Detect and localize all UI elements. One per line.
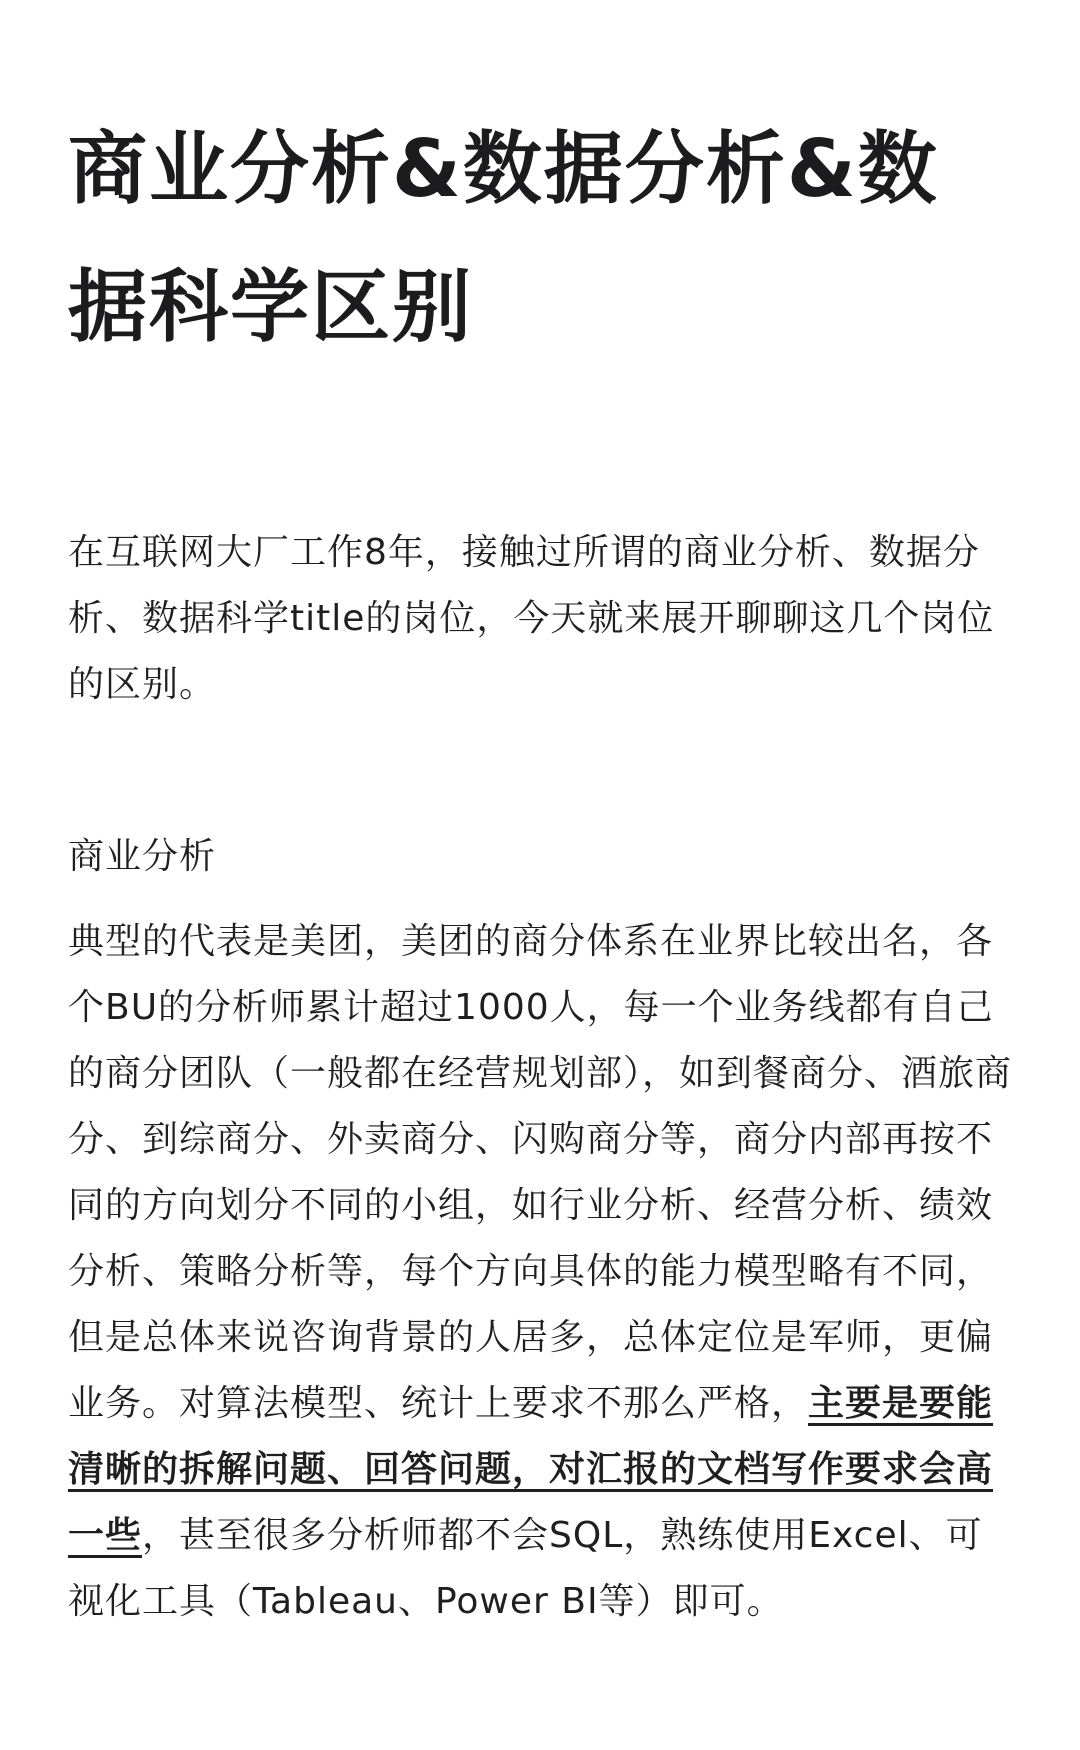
section-body [68, 909, 1014, 1635]
article [68, 0, 1014, 1622]
body-text-after: ，甚至很多分析师都不会SQL，熟练使用Excel、可视化工具（Tableau、Power BI等）即可。 [68, 1515, 983, 1622]
intro-paragraph: 在互联网大厂工作8年，接触过所谓的商业分析、数据分析、数据科学title的岗位，今天就来展开聊聊这几个岗位的区别。 [68, 532, 995, 705]
article-title: 商业分析&数据分析&数据科学区别 [68, 123, 939, 353]
section-heading: 商业分析 [68, 836, 217, 877]
body-text-before: 典型的代表是美团，美团的商分体系在业界比较出名，各个BU的分析师累计超过1000人，每一个业务线都有自己的商分团队（一般都在经营规划部），如到餐商分、酒旅商分、到综商分、外卖商分、闪购商分等，商分内部再按不同的方向划分不同的小组，如行业分析、经营分析、绩效分析、策略分析等，每个方向具体的能力模型略有不同，但是总体来说咨询背景的人居多，总体定位是军师，更偏业务。对算法模型、统计上要求不那么严格， [68, 921, 1013, 1424]
emphasized-text: 主要是要能清晰的拆解问题、回答问题，对汇报的文档写作要求会高一些 [68, 1383, 994, 1556]
